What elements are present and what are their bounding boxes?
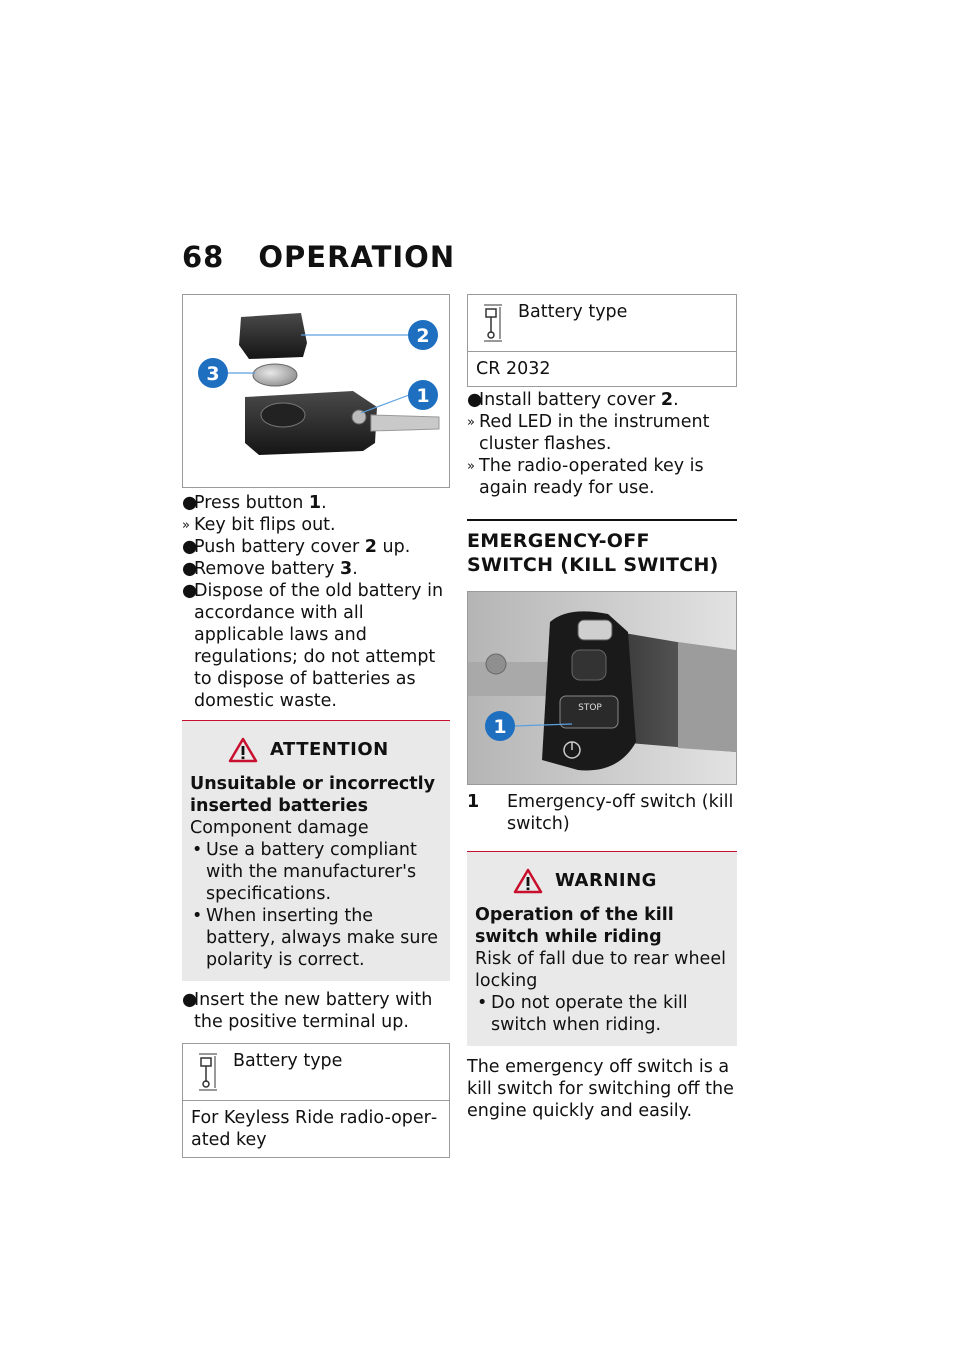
attention-header	[228, 737, 442, 763]
step-press-button: ● Press button 1.	[182, 493, 327, 513]
result-key-ready: » The radio-operated key is again ready for use.	[467, 456, 704, 498]
result-arrow-icon: »	[467, 459, 475, 474]
left-steps	[182, 492, 450, 712]
left-column	[182, 294, 450, 1158]
step-insert-battery: ● Insert the new battery with the positive terminal up.	[182, 990, 433, 1032]
svg-text:3: 3	[206, 363, 220, 385]
warning-bullet: • Do not operate the kill switch when riding.	[477, 993, 688, 1035]
key-battery-illustration	[183, 295, 449, 487]
kill-switch-illustration	[468, 592, 736, 784]
attention-title: ATTENTION	[270, 739, 389, 760]
right-steps	[467, 389, 737, 499]
spec-tool-icon	[197, 1050, 219, 1094]
attention-consequence: Component damage	[190, 818, 369, 838]
warning-consequence: Risk of fall due to rear wheel locking	[475, 949, 726, 991]
svg-text:2: 2	[416, 325, 430, 347]
battery-shape	[253, 364, 297, 386]
bullet-dot-icon: ●	[182, 559, 198, 579]
attention-bullet: • When inserting the battery, always make sure polarity is correct.	[192, 906, 439, 970]
legend-number: 1	[467, 792, 480, 812]
bullet-dot-icon: ●	[467, 390, 483, 410]
bullet-dot-icon: ●	[182, 990, 198, 1010]
warning-header	[513, 868, 729, 894]
warning-triangle-icon	[228, 737, 258, 763]
stop-label: STOP	[578, 703, 602, 713]
attention-box	[182, 720, 450, 981]
callout-2	[408, 320, 438, 350]
bullet-dot-icon: ●	[182, 581, 198, 601]
warning-title: WARNING	[555, 870, 657, 891]
step-push-cover: ● Push battery cover 2 up.	[182, 537, 411, 557]
result-arrow-icon: »	[467, 415, 475, 430]
bullet-dot-icon: ●	[182, 493, 198, 513]
callout-3	[198, 358, 228, 388]
spec-label: Battery type	[518, 302, 628, 322]
attention-bullet: • Use a battery compliant with the manufacturer's specifications.	[192, 840, 417, 904]
battery-spec-cr2032	[467, 294, 737, 387]
warning-subtitle: Operation of the kill switch while riding	[475, 905, 674, 947]
warning-box	[467, 851, 737, 1046]
svg-text:1: 1	[416, 385, 430, 407]
result-led-flashes: » Red LED in the instrument cluster flashes.	[467, 412, 710, 454]
svg-text:1: 1	[493, 716, 507, 738]
key-battery-figure	[182, 294, 450, 488]
closing-paragraph: The emergency off switch is a kill switch for switching off the engine quickly and easily.	[467, 1057, 734, 1121]
result-key-bit: » Key bit flips out.	[182, 515, 336, 535]
result-arrow-icon: »	[182, 518, 190, 533]
spec-value: CR 2032	[468, 351, 736, 386]
attention-subtitle: Unsuitable or incorrectly inserted batteries	[190, 774, 436, 816]
callout-1	[485, 711, 515, 741]
battery-cover-shape	[239, 313, 307, 359]
spec-label: Battery type	[233, 1051, 343, 1071]
kill-switch-heading: EMERGENCY-OFF SWITCH (KILL SWITCH)	[467, 519, 737, 577]
right-column	[467, 294, 737, 1122]
bullet-dot-icon: ●	[182, 537, 198, 557]
kill-switch-figure	[467, 591, 737, 785]
step-dispose: ● Dispose of the old battery in accordance with all applicable laws and regulations; do not attempt to dispose of batteries as domestic waste.	[182, 581, 444, 711]
section-title: OPERATION	[258, 240, 456, 274]
figure-legend	[467, 791, 737, 835]
step-install-cover: ● Install battery cover 2.	[467, 390, 679, 410]
callout-1	[408, 380, 438, 410]
legend-text: Emergency-off switch (kill switch)	[507, 792, 734, 834]
page-number: 68	[182, 240, 225, 274]
spec-value: For Keyless Ride radio-operated key	[183, 1100, 449, 1157]
step-remove-battery: ● Remove battery 3.	[182, 559, 358, 579]
spec-tool-icon	[482, 301, 504, 345]
battery-spec-keyless	[182, 1043, 450, 1158]
page-header	[182, 240, 455, 274]
warning-triangle-icon	[513, 868, 543, 894]
